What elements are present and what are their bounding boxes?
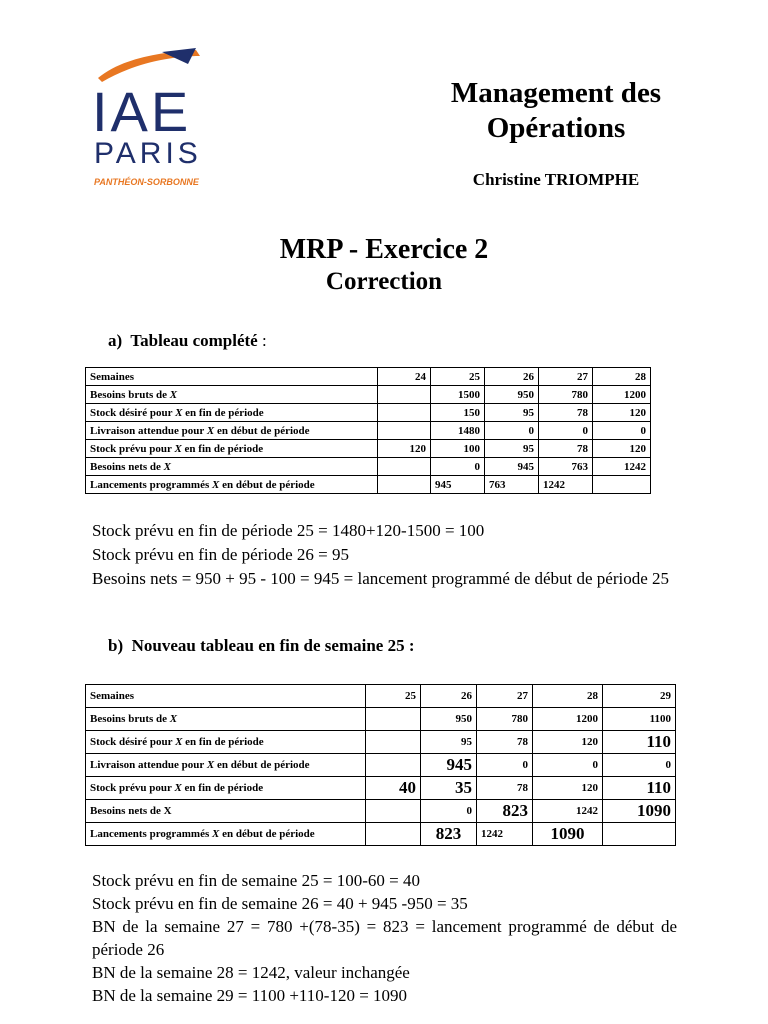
value-cell: 1242 (477, 823, 533, 846)
table-header-row (86, 368, 651, 386)
value-cell: 0 (485, 422, 539, 440)
header-week-cell: 25 (366, 685, 421, 708)
logo-text-iae: IAE (92, 80, 192, 143)
value-cell (378, 458, 431, 476)
row-label-cell (86, 823, 366, 846)
value-cell: 110 (603, 777, 676, 800)
section-a-title: Tableau complété (130, 331, 258, 350)
section-a-note-1: Stock prévu en fin de période 25 = 1480+120-1500 = 100 (92, 521, 485, 540)
value-cell: 120 (593, 440, 651, 458)
table-row (86, 476, 651, 494)
row-label-cell (86, 422, 378, 440)
value-cell: 1090 (533, 823, 603, 846)
value-cell: 120 (593, 404, 651, 422)
row-label-cell (86, 800, 366, 823)
row-label-post: en début de période (219, 828, 315, 840)
row-label-cell (86, 476, 378, 494)
section-a-suffix: : (257, 331, 267, 350)
value-cell: 150 (431, 404, 485, 422)
value-cell: 78 (477, 731, 533, 754)
value-cell: 1242 (593, 458, 651, 476)
section-b-note-5: BN de la semaine 29 = 1100 +110-120 = 1090 (92, 986, 408, 1005)
value-cell: 40 (366, 777, 421, 800)
value-cell: 1242 (533, 800, 603, 823)
value-cell: 780 (539, 386, 593, 404)
value-cell (593, 476, 651, 494)
value-cell: 945 (421, 754, 477, 777)
table-a (85, 367, 651, 494)
section-b-note-2: Stock prévu en fin de semaine 26 = 40 + 945 -950 = 35 (92, 894, 468, 913)
row-label-cell (86, 708, 366, 731)
value-cell: 1480 (431, 422, 485, 440)
row-label-cell (86, 440, 378, 458)
row-label-pre: Stock prévu pour (90, 782, 175, 794)
value-cell: 950 (485, 386, 539, 404)
table-row (86, 422, 651, 440)
value-cell: 763 (485, 476, 539, 494)
header-week-cell: 26 (421, 685, 477, 708)
value-cell: 945 (431, 476, 485, 494)
header-week-cell: 27 (477, 685, 533, 708)
row-label-pre: Stock désiré pour (90, 736, 176, 748)
row-label-var: X (174, 442, 182, 455)
iae-logo (92, 44, 212, 194)
value-cell: 763 (539, 458, 593, 476)
value-cell (366, 823, 421, 846)
row-label-post: en fin de période (181, 782, 264, 794)
logo-text-subtitle: PANTHÉON-SORBONNE (94, 177, 199, 187)
row-label-cell (86, 777, 366, 800)
value-cell: 95 (485, 404, 539, 422)
value-cell (366, 800, 421, 823)
row-label-cell (86, 458, 378, 476)
logo-text-paris: PARIS (94, 137, 202, 170)
value-cell: 1100 (603, 708, 676, 731)
row-label-post: en début de période (214, 759, 310, 771)
header-label-cell: Semaines (86, 685, 366, 708)
value-cell: 120 (533, 731, 603, 754)
table-row (86, 440, 651, 458)
header-week-cell: 29 (603, 685, 676, 708)
value-cell: 780 (477, 708, 533, 731)
header-week-cell: 28 (533, 685, 603, 708)
section-b-note-3: BN de la semaine 27 = 780 +(78-35) = 823 = lancement programmé de début de période 26 (92, 917, 677, 959)
row-label-pre: Besoins nets de (90, 460, 164, 473)
author-name: Christine TRIOMPHE (472, 170, 640, 189)
value-cell: 0 (593, 422, 651, 440)
table-row (86, 458, 651, 476)
value-cell (378, 422, 431, 440)
section-b-note-4: BN de la semaine 28 = 1242, valeur inchangée (92, 963, 410, 982)
row-label-var: X (175, 406, 183, 419)
value-cell (366, 754, 421, 777)
course-title (420, 76, 692, 146)
section-b-note-1: Stock prévu en fin de semaine 25 = 100-60 = 40 (92, 871, 420, 890)
table-row (86, 800, 676, 823)
section-a-label: a) (108, 331, 123, 350)
header-week-cell: 26 (485, 368, 539, 386)
row-label-var: X (206, 759, 215, 771)
header-week-cell: 25 (431, 368, 485, 386)
value-cell: 95 (421, 731, 477, 754)
table-row (86, 404, 651, 422)
value-cell (378, 404, 431, 422)
course-title-line2: Opérations (486, 112, 626, 144)
page-title: MRP - Exercice 2 (279, 234, 489, 265)
row-label-var: X (163, 460, 171, 473)
section-b-heading (108, 636, 415, 656)
section-b-title: Nouveau tableau en fin de semaine 25 : (131, 636, 415, 655)
value-cell: 0 (421, 800, 477, 823)
table-row (86, 731, 676, 754)
table-row (86, 708, 676, 731)
row-label-pre: Besoins bruts de (90, 388, 170, 401)
course-title-line1: Management des (450, 77, 662, 109)
row-label-pre: Besoins nets de X (90, 805, 172, 817)
value-cell: 120 (533, 777, 603, 800)
table-row (86, 823, 676, 846)
row-label-pre: Besoins bruts de (90, 713, 170, 725)
row-label-post: en début de période (219, 478, 315, 491)
table-row (86, 777, 676, 800)
value-cell: 0 (539, 422, 593, 440)
value-cell: 78 (539, 440, 593, 458)
value-cell: 95 (485, 440, 539, 458)
value-cell: 0 (477, 754, 533, 777)
value-cell: 823 (421, 823, 477, 846)
row-label-pre: Livraison attendue pour (90, 424, 207, 437)
section-a-note-3: Besoins nets = 950 + 95 - 100 = 945 = lancement programmé de début de période 25 (92, 569, 670, 588)
row-label-pre: Lancements programmés (90, 828, 212, 840)
row-label-post: en fin de période (182, 736, 264, 748)
value-cell: 78 (539, 404, 593, 422)
value-cell (378, 386, 431, 404)
value-cell: 1200 (593, 386, 651, 404)
value-cell: 1090 (603, 800, 676, 823)
row-label-var: X (175, 736, 183, 748)
row-label-var: X (174, 782, 182, 794)
table-row (86, 754, 676, 777)
row-label-cell (86, 754, 366, 777)
value-cell: 0 (431, 458, 485, 476)
section-b-label: b) (108, 636, 124, 655)
value-cell: 1200 (533, 708, 603, 731)
page-subtitle: Correction (325, 268, 443, 295)
table-header-row (86, 685, 676, 708)
row-label-pre: Lancements programmés (90, 478, 212, 491)
table-row (86, 386, 651, 404)
row-label-post: en fin de période (181, 442, 264, 455)
value-cell: 100 (431, 440, 485, 458)
row-label-var: X (169, 713, 178, 725)
header-week-cell: 28 (593, 368, 651, 386)
value-cell: 0 (533, 754, 603, 777)
row-label-post: en début de période (214, 424, 310, 437)
value-cell (378, 476, 431, 494)
section-a-heading (108, 331, 267, 351)
value-cell: 950 (421, 708, 477, 731)
header-week-cell: 24 (378, 368, 431, 386)
value-cell: 35 (421, 777, 477, 800)
value-cell: 78 (477, 777, 533, 800)
header-week-cell: 27 (539, 368, 593, 386)
row-label-cell (86, 386, 378, 404)
row-label-var: X (169, 388, 178, 401)
row-label-pre: Livraison attendue pour (90, 759, 207, 771)
value-cell: 823 (477, 800, 533, 823)
value-cell (603, 823, 676, 846)
row-label-post: en fin de période (182, 406, 264, 419)
value-cell: 120 (378, 440, 431, 458)
value-cell (366, 708, 421, 731)
row-label-var: X (212, 478, 220, 491)
value-cell: 1242 (539, 476, 593, 494)
value-cell: 110 (603, 731, 676, 754)
row-label-cell (86, 404, 378, 422)
row-label-cell (86, 731, 366, 754)
value-cell: 1500 (431, 386, 485, 404)
table-b (85, 684, 676, 846)
header-label-cell: Semaines (86, 368, 378, 386)
row-label-pre: Stock désiré pour (90, 406, 176, 419)
row-label-var: X (212, 828, 220, 840)
row-label-var: X (206, 424, 215, 437)
value-cell: 945 (485, 458, 539, 476)
value-cell (366, 731, 421, 754)
value-cell: 0 (603, 754, 676, 777)
row-label-pre: Stock prévu pour (90, 442, 175, 455)
section-a-note-2: Stock prévu en fin de période 26 = 95 (92, 545, 349, 564)
